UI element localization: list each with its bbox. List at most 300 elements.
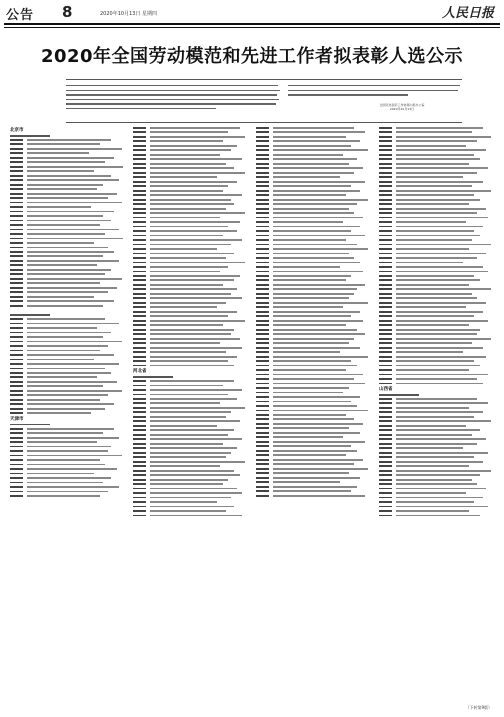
list-item: [133, 329, 247, 332]
list-item: [133, 226, 247, 229]
list-item: [379, 425, 493, 428]
list-item: [256, 427, 370, 430]
list-item: [10, 300, 124, 303]
list-item: [379, 244, 493, 247]
list-item: [256, 230, 370, 233]
list-item: [256, 172, 370, 175]
list-item: [133, 297, 247, 300]
list-item: [10, 473, 124, 476]
list-item: [379, 297, 493, 300]
list-item: [133, 167, 247, 170]
list-item: [10, 336, 124, 339]
province-heading: 天津市: [10, 416, 24, 422]
list-item: [256, 145, 370, 148]
list-item: [256, 158, 370, 161]
list-item: [133, 356, 247, 359]
list-item: [379, 374, 493, 377]
list-item: [256, 338, 370, 341]
list-item: [256, 235, 370, 238]
list-item: [10, 215, 124, 218]
list-item: [133, 140, 247, 143]
list-item: [256, 324, 370, 327]
list-item: [256, 221, 370, 224]
issue-date: 2020年10月13日 星期四: [100, 11, 158, 17]
list-item: [133, 271, 247, 274]
list-item: [133, 302, 247, 305]
list-item: [133, 425, 247, 428]
list-item: [379, 398, 493, 401]
list-item: [133, 434, 247, 437]
list-item: [133, 347, 247, 350]
list-item: [379, 145, 493, 148]
list-item: [256, 468, 370, 471]
list-item: [10, 394, 124, 397]
list-item: [133, 127, 247, 130]
list-item: [133, 208, 247, 211]
list-item: [10, 148, 124, 151]
page-header: [4, 2, 500, 32]
list-item: [379, 474, 493, 477]
list-item: [379, 470, 493, 473]
list-item: [133, 365, 247, 368]
list-item: [133, 158, 247, 161]
list-item: [256, 347, 370, 350]
list-item: [10, 305, 124, 308]
list-item: [10, 428, 124, 431]
list-item: [256, 320, 370, 323]
list-item: [256, 275, 370, 278]
list-item: [379, 320, 493, 323]
list-item: [256, 311, 370, 314]
list-item: [10, 399, 124, 402]
list-item: [133, 461, 247, 464]
list-item: [379, 136, 493, 139]
list-item: [256, 463, 370, 466]
list-item: [379, 515, 493, 518]
list-item: [133, 163, 247, 166]
notice-text-right: [288, 85, 462, 99]
list-item: [256, 140, 370, 143]
list-item: [256, 297, 370, 300]
list-item: [10, 206, 124, 209]
list-item: [256, 284, 370, 287]
list-item: [10, 341, 124, 344]
list-item: [10, 287, 124, 290]
list-item: [133, 181, 247, 184]
list-item: [133, 452, 247, 455]
list-item: [379, 461, 493, 464]
list-item: [10, 247, 124, 250]
list-item: [256, 445, 370, 448]
list-item: [133, 501, 247, 504]
list-item: [10, 184, 124, 187]
list-item: [10, 432, 124, 435]
list-item: [256, 423, 370, 426]
list-item: [256, 185, 370, 188]
newspaper-masthead-logo: 人民日报: [441, 6, 494, 21]
list-item: [379, 190, 493, 193]
name-list-column: [133, 127, 247, 692]
list-item: [10, 332, 124, 335]
list-item: [10, 269, 124, 272]
list-item: [379, 172, 493, 175]
list-item: [379, 383, 493, 386]
category-subheading: [379, 394, 419, 396]
list-item: [133, 221, 247, 224]
list-item: [133, 411, 247, 414]
list-item: [133, 474, 247, 477]
list-item: [10, 278, 124, 281]
list-item: [256, 333, 370, 336]
list-item: [379, 429, 493, 432]
list-item: [379, 510, 493, 513]
list-item: [379, 407, 493, 410]
list-item: [256, 194, 370, 197]
list-item: [133, 402, 247, 405]
list-item: [133, 351, 247, 354]
list-item: [379, 257, 493, 260]
list-item: [379, 288, 493, 291]
list-item: [256, 253, 370, 256]
list-item: [256, 293, 370, 296]
list-item: [256, 288, 370, 291]
list-item: [10, 459, 124, 462]
list-item: [133, 443, 247, 446]
list-item: [256, 149, 370, 152]
list-item: [379, 149, 493, 152]
list-item: [256, 378, 370, 381]
list-item: [256, 262, 370, 265]
list-item: [256, 486, 370, 489]
list-item: [256, 190, 370, 193]
list-item: [256, 477, 370, 480]
list-item: [256, 271, 370, 274]
list-item: [133, 470, 247, 473]
list-item: [256, 199, 370, 202]
list-item: [10, 193, 124, 196]
list-item: [10, 450, 124, 453]
list-item: [256, 302, 370, 305]
list-item: [379, 360, 493, 363]
list-item: [379, 438, 493, 441]
list-item: [379, 488, 493, 491]
list-item: [256, 432, 370, 435]
list-item: [256, 369, 370, 372]
signoff-org: 全国评选表彰工作协调小组办公室: [379, 103, 425, 107]
list-item: [133, 456, 247, 459]
list-item: [10, 482, 124, 485]
list-item: [379, 235, 493, 238]
list-item: [133, 483, 247, 486]
list-item: [133, 172, 247, 175]
list-item: [10, 202, 124, 205]
list-item: [256, 167, 370, 170]
list-item: [379, 342, 493, 345]
list-item: [379, 131, 493, 134]
list-item: [379, 492, 493, 495]
list-item: [10, 255, 124, 258]
list-item: [256, 244, 370, 247]
list-item: [10, 327, 124, 330]
list-item: [133, 398, 247, 401]
province-heading: 北京市: [10, 128, 24, 133]
list-item: [10, 390, 124, 393]
list-item: [379, 501, 493, 504]
list-item: [133, 447, 247, 450]
list-item: [133, 306, 247, 309]
list-item: [379, 127, 493, 130]
list-item: [379, 279, 493, 282]
list-item: [133, 239, 247, 242]
list-item: [256, 163, 370, 166]
list-item: [10, 220, 124, 223]
list-item: [133, 230, 247, 233]
list-item: [10, 495, 124, 498]
list-item: [256, 127, 370, 130]
name-list-column: [256, 127, 370, 692]
list-item: [256, 481, 370, 484]
list-item: [256, 208, 370, 211]
list-item: [10, 188, 124, 191]
list-item: [379, 185, 493, 188]
list-item: [133, 394, 247, 397]
list-item: [10, 359, 124, 362]
list-item: [133, 497, 247, 500]
list-item: [133, 479, 247, 482]
list-item: [133, 324, 247, 327]
list-item: [379, 266, 493, 269]
signoff-date: 2020年10月13日: [389, 107, 415, 111]
list-item: [256, 441, 370, 444]
list-item: [256, 131, 370, 134]
list-item: [256, 405, 370, 408]
list-item: [133, 288, 247, 291]
list-item: [133, 199, 247, 202]
list-item: [133, 279, 247, 282]
list-item: [133, 194, 247, 197]
list-item: [133, 407, 247, 410]
list-item: [133, 257, 247, 260]
list-item: [256, 315, 370, 318]
list-item: [133, 429, 247, 432]
name-list-column: [10, 127, 124, 692]
list-item: [256, 248, 370, 251]
list-item: [10, 260, 124, 263]
list-item: [379, 378, 493, 381]
list-item: [133, 515, 247, 518]
list-item: [133, 136, 247, 139]
list-item: [256, 176, 370, 179]
list-item: [379, 347, 493, 350]
name-list-column: [379, 127, 493, 692]
list-item: [256, 226, 370, 229]
list-item: [133, 320, 247, 323]
list-item: [256, 414, 370, 417]
list-item: [379, 176, 493, 179]
list-item: [256, 266, 370, 269]
list-item: [379, 443, 493, 446]
list-item: [256, 136, 370, 139]
list-item: [379, 262, 493, 265]
list-item: [379, 411, 493, 414]
name-list-columns: [10, 127, 494, 692]
list-item: [256, 495, 370, 498]
list-item: [379, 194, 493, 197]
list-item: [10, 323, 124, 326]
page-number: 8: [62, 3, 73, 21]
list-item: [10, 143, 124, 146]
continued-note: （下转第9版）: [465, 705, 492, 710]
list-item: [10, 296, 124, 299]
list-item: [10, 229, 124, 232]
list-item: [10, 179, 124, 182]
list-item: [379, 447, 493, 450]
province-heading: 河北省: [133, 369, 147, 375]
list-item: [379, 302, 493, 305]
list-item: [10, 354, 124, 357]
list-item: [133, 203, 247, 206]
list-item: [256, 387, 370, 390]
list-item: [379, 275, 493, 278]
list-item: [10, 139, 124, 142]
list-item: [10, 486, 124, 489]
section-label: 公告: [6, 8, 35, 23]
list-item: [133, 217, 247, 220]
list-item: [379, 158, 493, 161]
list-item: [133, 235, 247, 238]
list-item: [256, 306, 370, 309]
list-item: [133, 315, 247, 318]
list-item: [10, 166, 124, 169]
list-item: [379, 311, 493, 314]
list-item: [256, 257, 370, 260]
header-rule-thin: [4, 27, 500, 28]
list-item: [133, 185, 247, 188]
province-heading: 山西省: [379, 387, 393, 393]
list-item: [256, 396, 370, 399]
list-item: [133, 176, 247, 179]
list-item: [133, 510, 247, 513]
list-item: [379, 416, 493, 419]
list-item: [256, 392, 370, 395]
list-item: [10, 381, 124, 384]
list-item: [379, 306, 493, 309]
list-item: [379, 140, 493, 143]
list-item: [133, 190, 247, 193]
list-item: [133, 438, 247, 441]
category-subheading: [10, 314, 50, 316]
list-item: [10, 363, 124, 366]
list-item: [379, 230, 493, 233]
list-item: [379, 483, 493, 486]
list-item: [10, 175, 124, 178]
list-item: [133, 416, 247, 419]
list-item: [133, 293, 247, 296]
list-item: [133, 284, 247, 287]
list-item: [10, 318, 124, 321]
list-item: [256, 329, 370, 332]
list-item: [133, 506, 247, 509]
headline: 2020年全国劳动模范和先进工作者拟表彰人选公示: [40, 46, 464, 67]
list-item: [10, 441, 124, 444]
list-item: [256, 360, 370, 363]
list-item: [10, 291, 124, 294]
list-item: [10, 403, 124, 406]
list-item: [10, 468, 124, 471]
list-item: [10, 264, 124, 267]
list-item: [256, 418, 370, 421]
list-item: [379, 365, 493, 368]
list-item: [379, 456, 493, 459]
list-item: [133, 248, 247, 251]
list-item: [256, 239, 370, 242]
list-item: [133, 342, 247, 345]
list-item: [10, 157, 124, 160]
list-item: [379, 248, 493, 251]
list-item: [379, 506, 493, 509]
list-item: [256, 154, 370, 157]
list-item: [379, 369, 493, 372]
list-item: [379, 239, 493, 242]
list-item: [10, 477, 124, 480]
list-item: [379, 351, 493, 354]
list-item: [379, 226, 493, 229]
list-item: [379, 284, 493, 287]
list-item: [256, 279, 370, 282]
list-item: [133, 149, 247, 152]
list-item: [10, 408, 124, 411]
list-item: [10, 345, 124, 348]
list-item: [10, 242, 124, 245]
list-item: [256, 181, 370, 184]
list-item: [256, 342, 370, 345]
list-item: [10, 372, 124, 375]
list-item: [379, 203, 493, 206]
list-item: [133, 154, 247, 157]
list-item: [133, 420, 247, 423]
list-item: [379, 293, 493, 296]
list-item: [133, 244, 247, 247]
header-rule: [4, 23, 500, 25]
list-item: [256, 374, 370, 377]
list-item: [10, 376, 124, 379]
list-item: [133, 262, 247, 265]
list-item: [10, 211, 124, 214]
list-item: [379, 497, 493, 500]
list-item: [10, 368, 124, 371]
list-item: [133, 253, 247, 256]
list-item: [10, 197, 124, 200]
list-item: [379, 212, 493, 215]
notice-box: [66, 79, 462, 123]
list-item: [379, 356, 493, 359]
list-item: [256, 383, 370, 386]
list-item: [10, 350, 124, 353]
list-item: [133, 212, 247, 215]
list-item: [256, 410, 370, 413]
list-item: [256, 217, 370, 220]
list-item: [256, 351, 370, 354]
notice-text-left: [66, 85, 281, 112]
list-item: [256, 436, 370, 439]
list-item: [10, 251, 124, 254]
category-subheading: [10, 424, 50, 426]
list-item: [10, 412, 124, 415]
list-item: [379, 338, 493, 341]
notice-signoff: [352, 103, 452, 111]
list-item: [10, 170, 124, 173]
list-item: [379, 333, 493, 336]
